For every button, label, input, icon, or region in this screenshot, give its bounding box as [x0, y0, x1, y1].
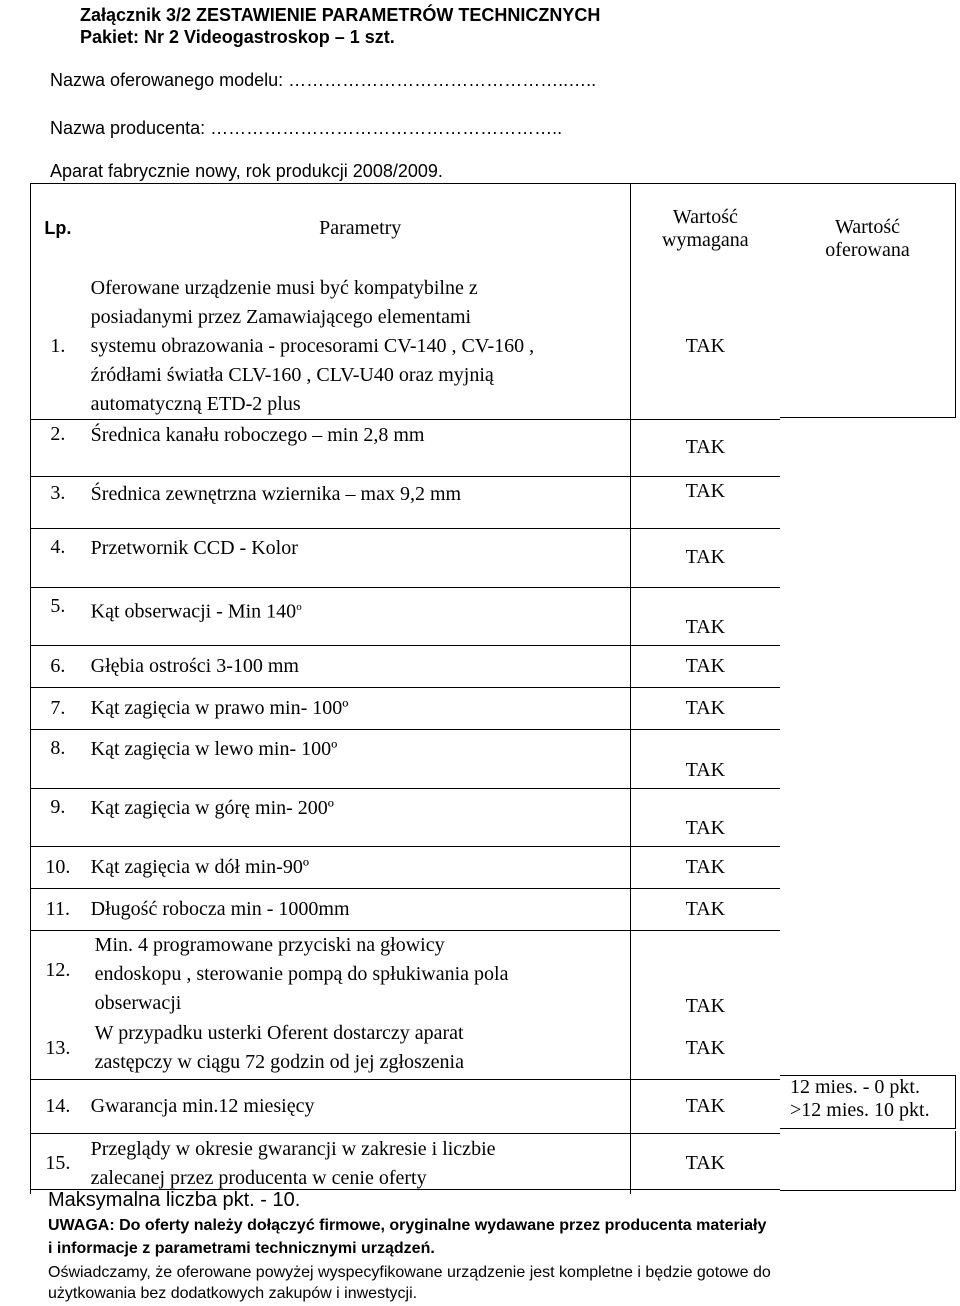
table-row: [31, 645, 781, 687]
row-param: Średnica kanału roboczego – min 2,8 mm: [85, 419, 631, 476]
declaration-line-2: użytkowania bez dodatkowych zakupów i inwestycji.: [48, 1285, 418, 1302]
row-param-text: Kąt obserwacji - Min 140: [90, 600, 297, 623]
table-row: [31, 788, 781, 846]
row-required: TAK: [630, 729, 780, 788]
table-row: [31, 687, 781, 729]
row-lp: 14.: [31, 1080, 85, 1134]
row-required: TAK: [630, 788, 780, 846]
row-lp: 12.: [31, 930, 85, 1018]
row-param-line: Min. 4 programowane przyciski na głowicy: [94, 933, 445, 956]
row-param-line: W przypadku usterki Oferent dostarczy aparat: [94, 1022, 464, 1045]
row-lp: 11.: [31, 888, 85, 930]
row-lp: 1.: [31, 274, 85, 420]
row-required: TAK: [630, 846, 780, 888]
row-lp: 9.: [31, 788, 85, 846]
row-param-line: zalecanej przez producenta w cenie oferty: [90, 1166, 427, 1189]
header-offered: [780, 183, 956, 418]
table-row: [31, 729, 781, 788]
table-row: [31, 1134, 781, 1194]
row-required: TAK: [630, 930, 780, 1018]
row-lp: 4.: [31, 528, 85, 587]
table-row: [31, 846, 781, 888]
table-row: [31, 476, 781, 528]
row-lp: 5.: [31, 587, 85, 645]
row-14-offered: [780, 1075, 956, 1129]
row-required: TAK: [630, 587, 780, 645]
table-row: [31, 930, 781, 1018]
row-required: TAK: [630, 274, 780, 420]
row-15-offered: [780, 1131, 956, 1191]
declaration-line-1: Oświadczamy, że oferowane powyżej wyspecyfikowane urządzenie jest kompletne i będzie gotowe do: [48, 1264, 771, 1281]
row-required: TAK: [630, 476, 780, 528]
row-required: TAK: [630, 528, 780, 587]
row-lp: 7.: [31, 687, 85, 729]
offer-line: 12 mies. - 0 pkt.: [790, 1076, 920, 1098]
row-param: Długość robocza min - 1000mm: [85, 888, 631, 930]
table-row: [31, 587, 781, 645]
row-param-line: zastępczy w ciągu 72 godzin od jej zgłoszenia: [94, 1051, 464, 1074]
row-param: [85, 930, 631, 1018]
note-line-1: UWAGA: Do oferty należy dołączyć firmowe, oryginalne wydawane przez producenta materiały: [48, 1217, 767, 1234]
header-lp: Lp.: [31, 184, 85, 274]
row-lp: 13.: [31, 1018, 85, 1080]
row-param: Głębia ostrości 3-100 mm: [85, 645, 631, 687]
table-row: [31, 528, 781, 587]
header-required: [630, 184, 780, 274]
header-offered-line2: oferowana: [825, 239, 910, 261]
header-required-line2: wymagana: [662, 228, 749, 251]
row-required: TAK: [630, 1134, 780, 1194]
row-param-line: źródłami światła CLV-160 , CLV-U40 oraz myjnią: [90, 363, 494, 386]
row-param: Kąt obserwacji - Min 140$^o$: [85, 587, 631, 645]
row-required: TAK: [630, 645, 780, 687]
row-param: Gwarancja min.12 miesięcy: [85, 1080, 631, 1134]
row-lp: 10.: [31, 846, 85, 888]
note-line-2: i informacje z parametrami technicznymi urządzeń.: [48, 1240, 435, 1257]
row-required: TAK: [630, 687, 780, 729]
row-param-line: Przeglądy w okresie gwarancji w zakresie i liczbie: [90, 1137, 496, 1160]
row-lp: 3.: [31, 476, 85, 528]
table-row: [31, 888, 781, 930]
table-row: [31, 419, 781, 476]
model-name-field: Nazwa oferowanego modelu: ………………………………………..…..: [50, 70, 597, 90]
row-param-line: automatyczną ETD-2 plus: [90, 392, 301, 415]
header-offered-line1: Wartość: [834, 216, 901, 238]
header-param: Parametry: [85, 184, 631, 274]
condition-statement: Aparat fabrycznie nowy, rok produkcji 2008/2009.: [50, 161, 443, 181]
row-required: TAK: [630, 419, 780, 476]
producer-name-field: Nazwa producenta: …………………………………………………..: [50, 118, 563, 138]
row-param: [85, 1134, 631, 1194]
table-header-row: [31, 184, 781, 274]
row-param: [85, 274, 631, 420]
row-param: [85, 1018, 631, 1080]
row-required: TAK: [630, 1018, 780, 1080]
row-param-line: Oferowane urządzenie musi być kompatybilne z: [90, 276, 478, 299]
row-param: Kąt zagięcia w lewo min- 100º: [85, 729, 631, 788]
row-param: Kąt zagięcia w górę min- 200º: [85, 788, 631, 846]
row-param-line: obserwacji: [94, 991, 182, 1014]
row-lp: 6.: [31, 645, 85, 687]
table-row: [31, 1080, 781, 1134]
row-param: Kąt zagięcia w dół min-90º: [85, 846, 631, 888]
row-param-line: systemu obrazowania - procesorami CV-140 , CV-160 ,: [90, 334, 535, 357]
document-title: Załącznik 3/2 ZESTAWIENIE PARAMETRÓW TECHNICZNYCH: [80, 5, 601, 25]
row-param: Średnica zewnętrzna wziernika – max 9,2 mm: [85, 476, 631, 528]
header-required-line1: Wartość: [672, 205, 738, 228]
row-required: TAK: [630, 1080, 780, 1134]
max-points: Maksymalna liczba pkt. - 10.: [48, 1189, 301, 1211]
row-required: TAK: [630, 888, 780, 930]
row-lp: 2.: [31, 419, 85, 476]
parameters-table: [30, 183, 780, 1194]
package-title: Pakiet: Nr 2 Videogastroskop – 1 szt.: [80, 27, 395, 47]
row-param-line: endoskopu , sterowanie pompą do spłukiwania pola: [94, 962, 509, 985]
table-row: [31, 274, 781, 420]
row-lp: 8.: [31, 729, 85, 788]
row-param-line: posiadanymi przez Zamawiającego elementami: [90, 305, 472, 328]
row-param: Kąt zagięcia w prawo min- 100º: [85, 687, 631, 729]
row-param: Przetwornik CCD - Kolor: [85, 528, 631, 587]
table-row: [31, 1018, 781, 1080]
offer-line: >12 mies. 10 pkt.: [790, 1099, 930, 1121]
row-lp: 15.: [31, 1134, 85, 1194]
